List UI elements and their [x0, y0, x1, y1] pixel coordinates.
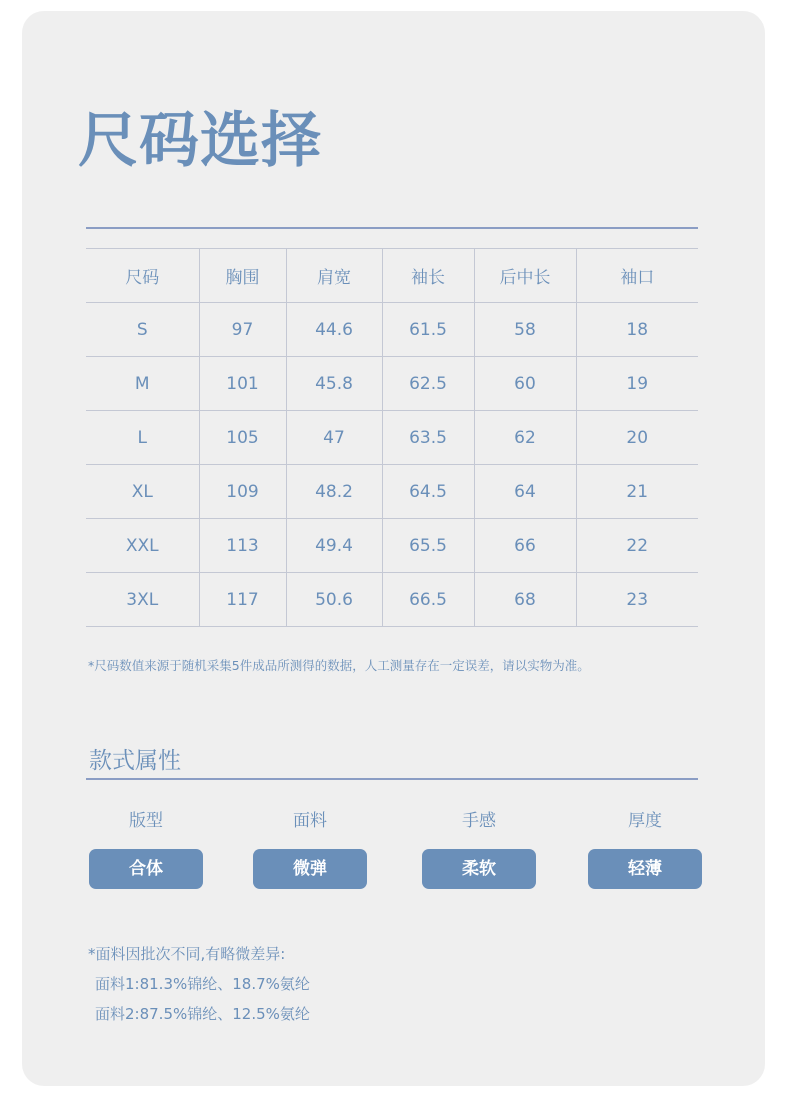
- table-cell: 97: [199, 303, 286, 357]
- page-title: 尺码选择: [78, 106, 322, 176]
- table-header-row: [86, 249, 698, 303]
- attribute-thickness: [588, 808, 702, 889]
- table-cell: 62: [474, 411, 576, 465]
- table-cell: 22: [576, 519, 698, 573]
- fabric-note-line: 面料1:81.3%锦纶、18.7%氨纶: [95, 975, 310, 993]
- attribute-fit: [89, 808, 203, 889]
- table-cell: 101: [199, 357, 286, 411]
- table-cell: 64: [474, 465, 576, 519]
- table-cell: 21: [576, 465, 698, 519]
- size-card: [22, 11, 765, 1086]
- table-cell: S: [86, 303, 199, 357]
- table-cell: 63.5: [382, 411, 474, 465]
- table-cell: 45.8: [286, 357, 382, 411]
- table-cell: 50.6: [286, 573, 382, 627]
- size-table: [86, 248, 698, 627]
- header-back-length: 后中长: [474, 249, 576, 303]
- table-cell: 109: [199, 465, 286, 519]
- table-cell: 66: [474, 519, 576, 573]
- attribute-value-badge: 柔软: [422, 849, 536, 889]
- table-row: [86, 465, 698, 519]
- attribute-value-badge: 轻薄: [588, 849, 702, 889]
- table-cell: 61.5: [382, 303, 474, 357]
- table-cell: 60: [474, 357, 576, 411]
- size-note: *尺码数值来源于随机采集5件成品所测得的数据，人工测量存在一定误差，请以实物为准。: [88, 658, 590, 673]
- table-cell: L: [86, 411, 199, 465]
- header-cuff: 袖口: [576, 249, 698, 303]
- table-cell: 113: [199, 519, 286, 573]
- attribute-value-badge: 合体: [89, 849, 203, 889]
- style-section-title: 款式属性: [89, 748, 181, 774]
- table-cell: 58: [474, 303, 576, 357]
- table-cell: 117: [199, 573, 286, 627]
- table-cell: XXL: [86, 519, 199, 573]
- attribute-label: 厚度: [628, 811, 662, 831]
- table-cell: 47: [286, 411, 382, 465]
- fabric-note: [88, 939, 310, 1029]
- table-cell: 3XL: [86, 573, 199, 627]
- table-cell: 44.6: [286, 303, 382, 357]
- header-size: 尺码: [86, 249, 199, 303]
- table-cell: 62.5: [382, 357, 474, 411]
- table-cell: 105: [199, 411, 286, 465]
- table-cell: 49.4: [286, 519, 382, 573]
- header-chest: 胸围: [199, 249, 286, 303]
- fabric-note-heading: *面料因批次不同,有略微差异:: [88, 945, 286, 963]
- table-cell: 64.5: [382, 465, 474, 519]
- table-cell: 19: [576, 357, 698, 411]
- fabric-note-line: 面料2:87.5%锦纶、12.5%氨纶: [95, 1005, 310, 1023]
- table-cell: XL: [86, 465, 199, 519]
- title-divider: [86, 227, 698, 229]
- table-row: [86, 303, 698, 357]
- header-shoulder: 肩宽: [286, 249, 382, 303]
- table-cell: 65.5: [382, 519, 474, 573]
- table-row: [86, 411, 698, 465]
- table-cell: 48.2: [286, 465, 382, 519]
- header-sleeve-length: 袖长: [382, 249, 474, 303]
- table-cell: 68: [474, 573, 576, 627]
- table-cell: 18: [576, 303, 698, 357]
- attribute-label: 版型: [129, 811, 163, 831]
- attribute-label: 面料: [293, 811, 327, 831]
- table-row: [86, 357, 698, 411]
- table-row: [86, 519, 698, 573]
- table-cell: 66.5: [382, 573, 474, 627]
- table-cell: 23: [576, 573, 698, 627]
- attribute-hand-feel: [422, 808, 536, 889]
- attribute-label: 手感: [462, 811, 496, 831]
- table-cell: M: [86, 357, 199, 411]
- section-divider: [86, 778, 698, 780]
- attribute-fabric: [253, 808, 367, 889]
- table-row: [86, 573, 698, 627]
- attribute-value-badge: 微弹: [253, 849, 367, 889]
- table-cell: 20: [576, 411, 698, 465]
